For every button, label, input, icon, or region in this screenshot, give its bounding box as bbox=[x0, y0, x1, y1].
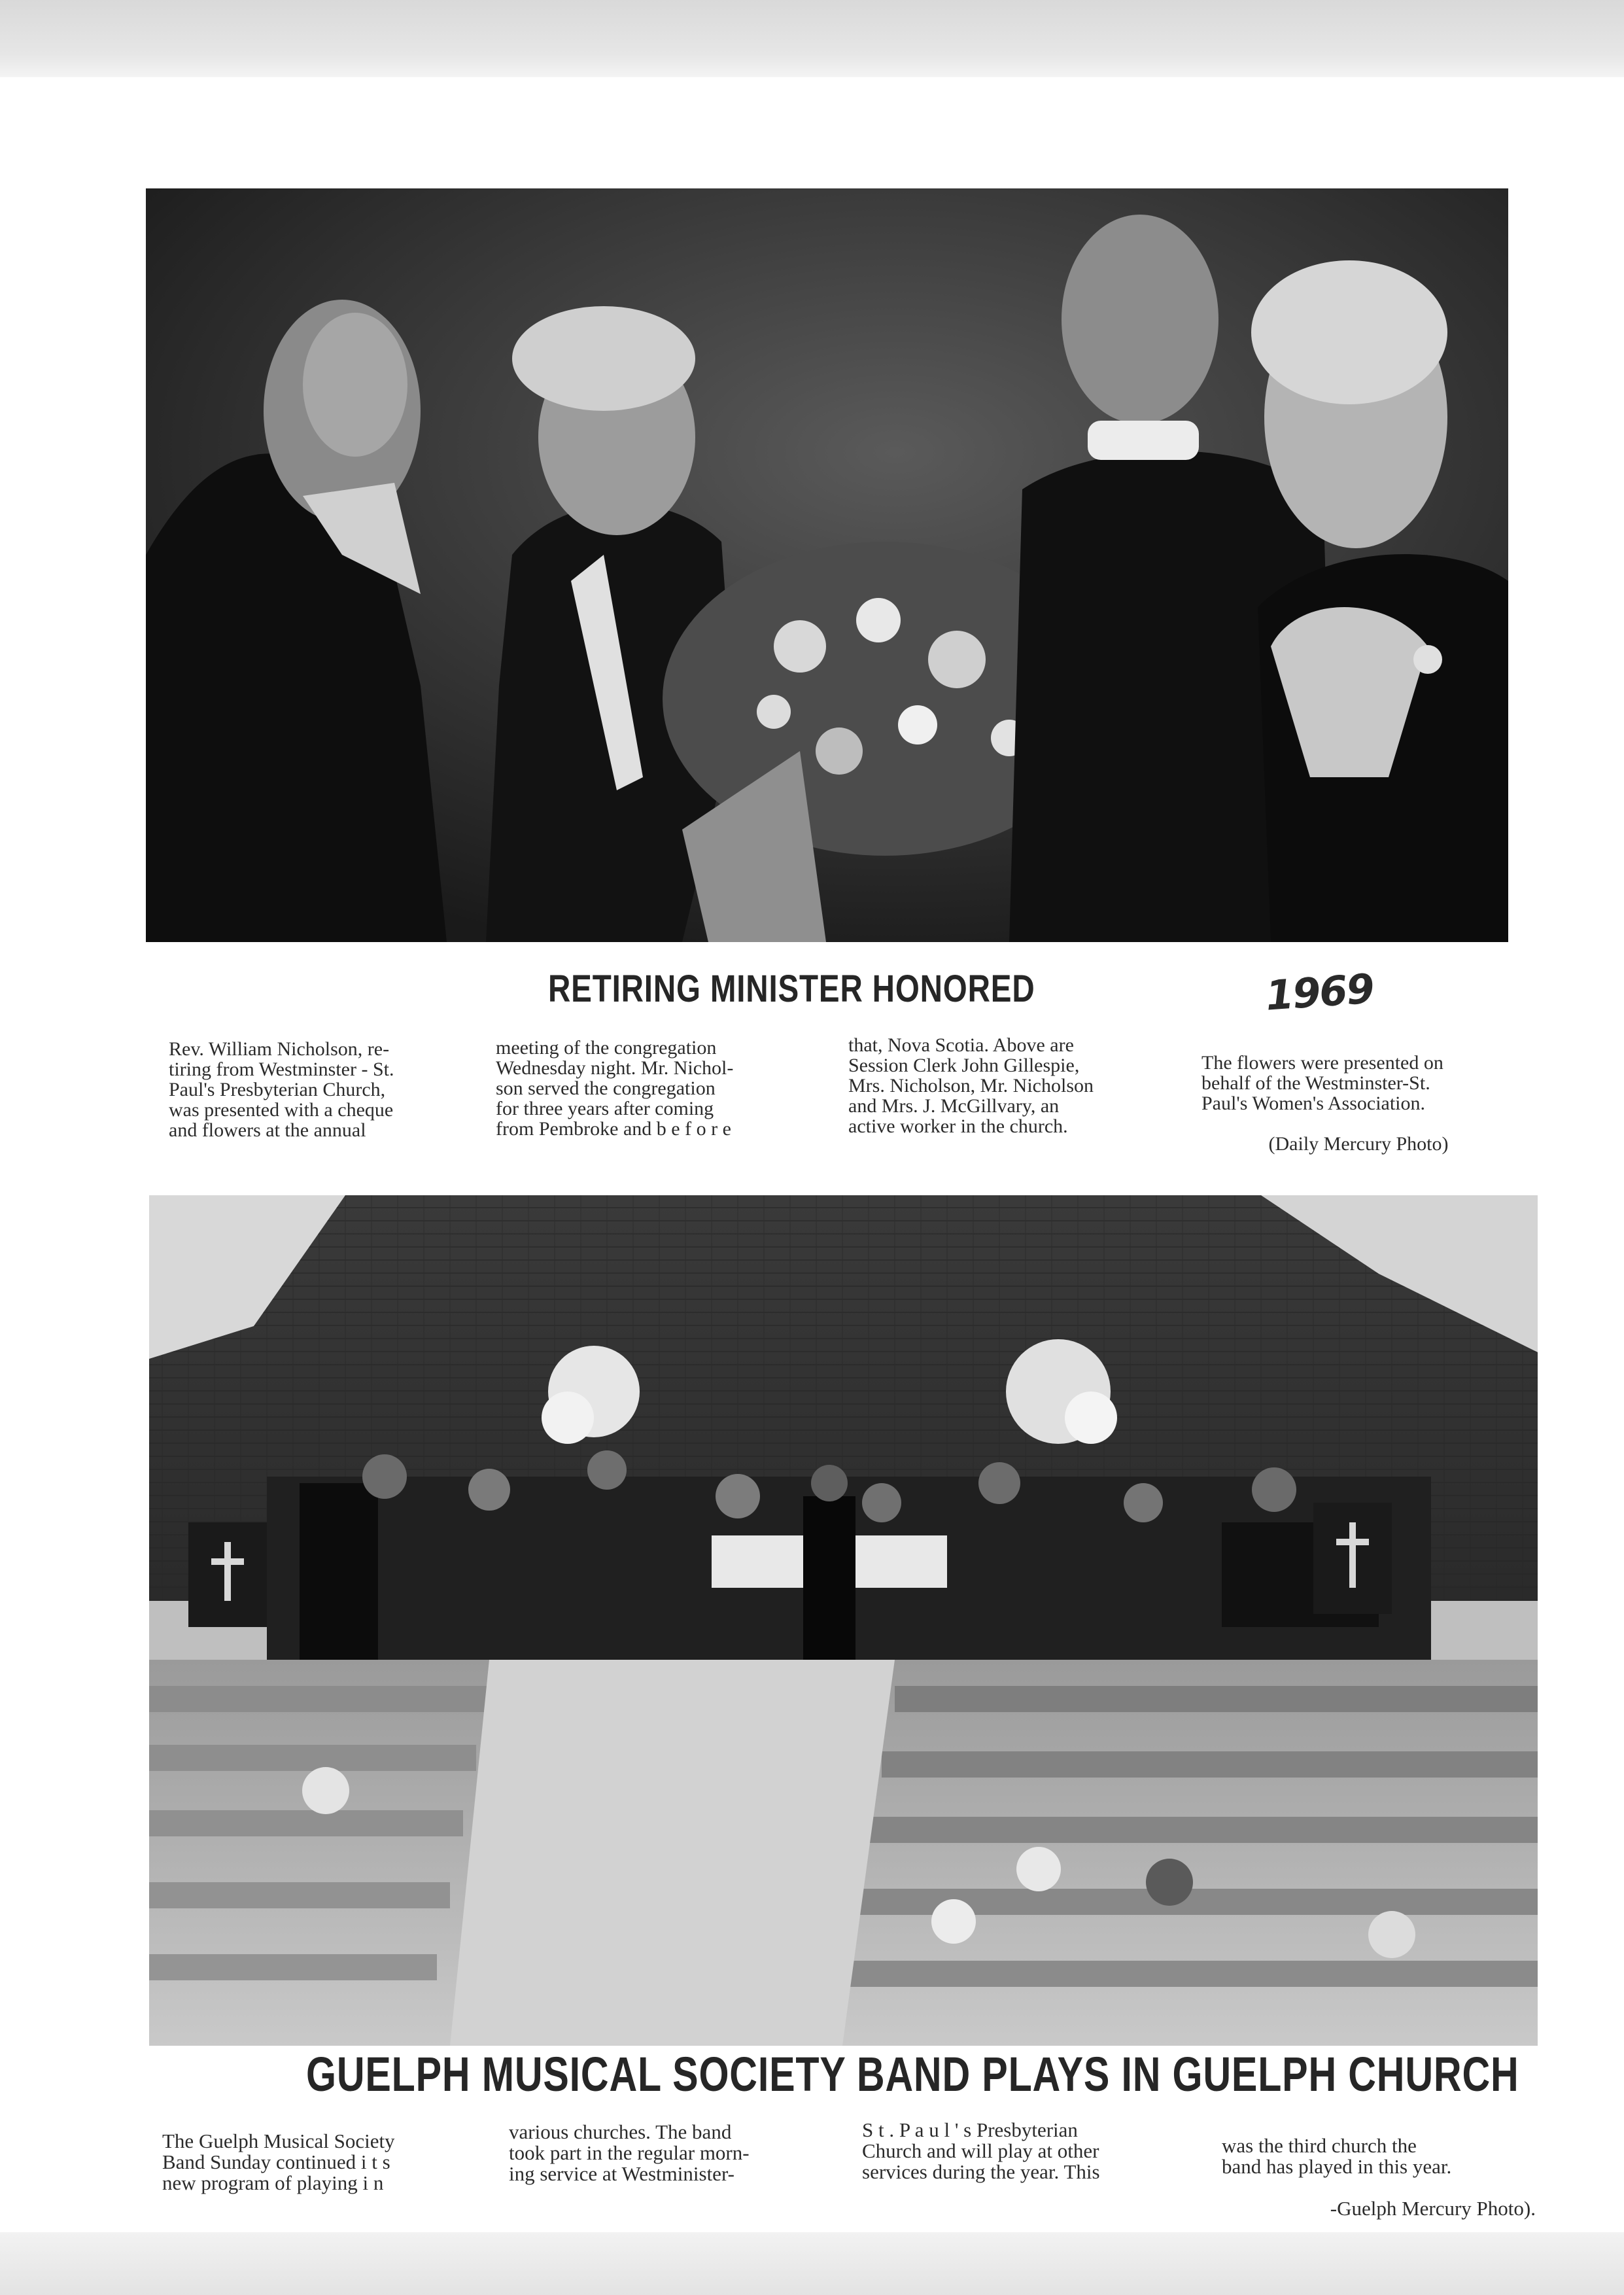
article2-column-1: The Guelph Musical Society Band Sunday continued i t s new program of playing i n bbox=[162, 2129, 395, 2194]
article2-column-4 bbox=[1222, 2114, 1536, 2240]
article2-column-2: various churches. The band took part in the regular morn- ing service at Westminister- bbox=[509, 2120, 750, 2185]
article2-column-3: S t . P a u l ' s Presbyterian Church and will play at other services during the year. This bbox=[862, 2118, 1100, 2183]
handwritten-year-note: 1969 bbox=[1264, 964, 1375, 1020]
headline-retiring-minister: RETIRING MINISTER HONORED bbox=[548, 968, 1035, 1010]
scan-bottom-edge bbox=[0, 2232, 1624, 2295]
article1-column-3: that, Nova Scotia. Above are Session Clerk John Gillespie, Mrs. Nicholson, Mr. Nicholson and Mrs. J. McGillvary, an active worker in the church. bbox=[848, 1034, 1094, 1137]
article2-photo-credit: -Guelph Mercury Photo). bbox=[1330, 2197, 1536, 2220]
article1-column-1: Rev. William Nicholson, re- tiring from Westminster - St. Paul's Presbyterian Church, was presented with a cheque and flowers at the annual bbox=[169, 1038, 394, 1141]
scan-top-edge bbox=[0, 0, 1624, 77]
article2-column-4-text: was the third church the band has played in this year. bbox=[1222, 2134, 1452, 2178]
article1-column-2: meeting of the congregation Wednesday night. Mr. Nichol- son served the congregation for three years after coming from Pembroke and b e f o r e bbox=[496, 1037, 734, 1140]
headline-band-plays: GUELPH MUSICAL SOCIETY BAND PLAYS IN GUELPH CHURCH bbox=[306, 2047, 1519, 2101]
article1-column-4-text: The flowers were presented on behalf of the Westminster-St. Paul's Women's Association. bbox=[1201, 1052, 1443, 1114]
photo-band-in-church bbox=[149, 1195, 1538, 2046]
article1-column-4 bbox=[1201, 1032, 1515, 1174]
photo-retiring-minister bbox=[146, 188, 1508, 942]
article1-photo-credit: (Daily Mercury Photo) bbox=[1268, 1133, 1449, 1155]
